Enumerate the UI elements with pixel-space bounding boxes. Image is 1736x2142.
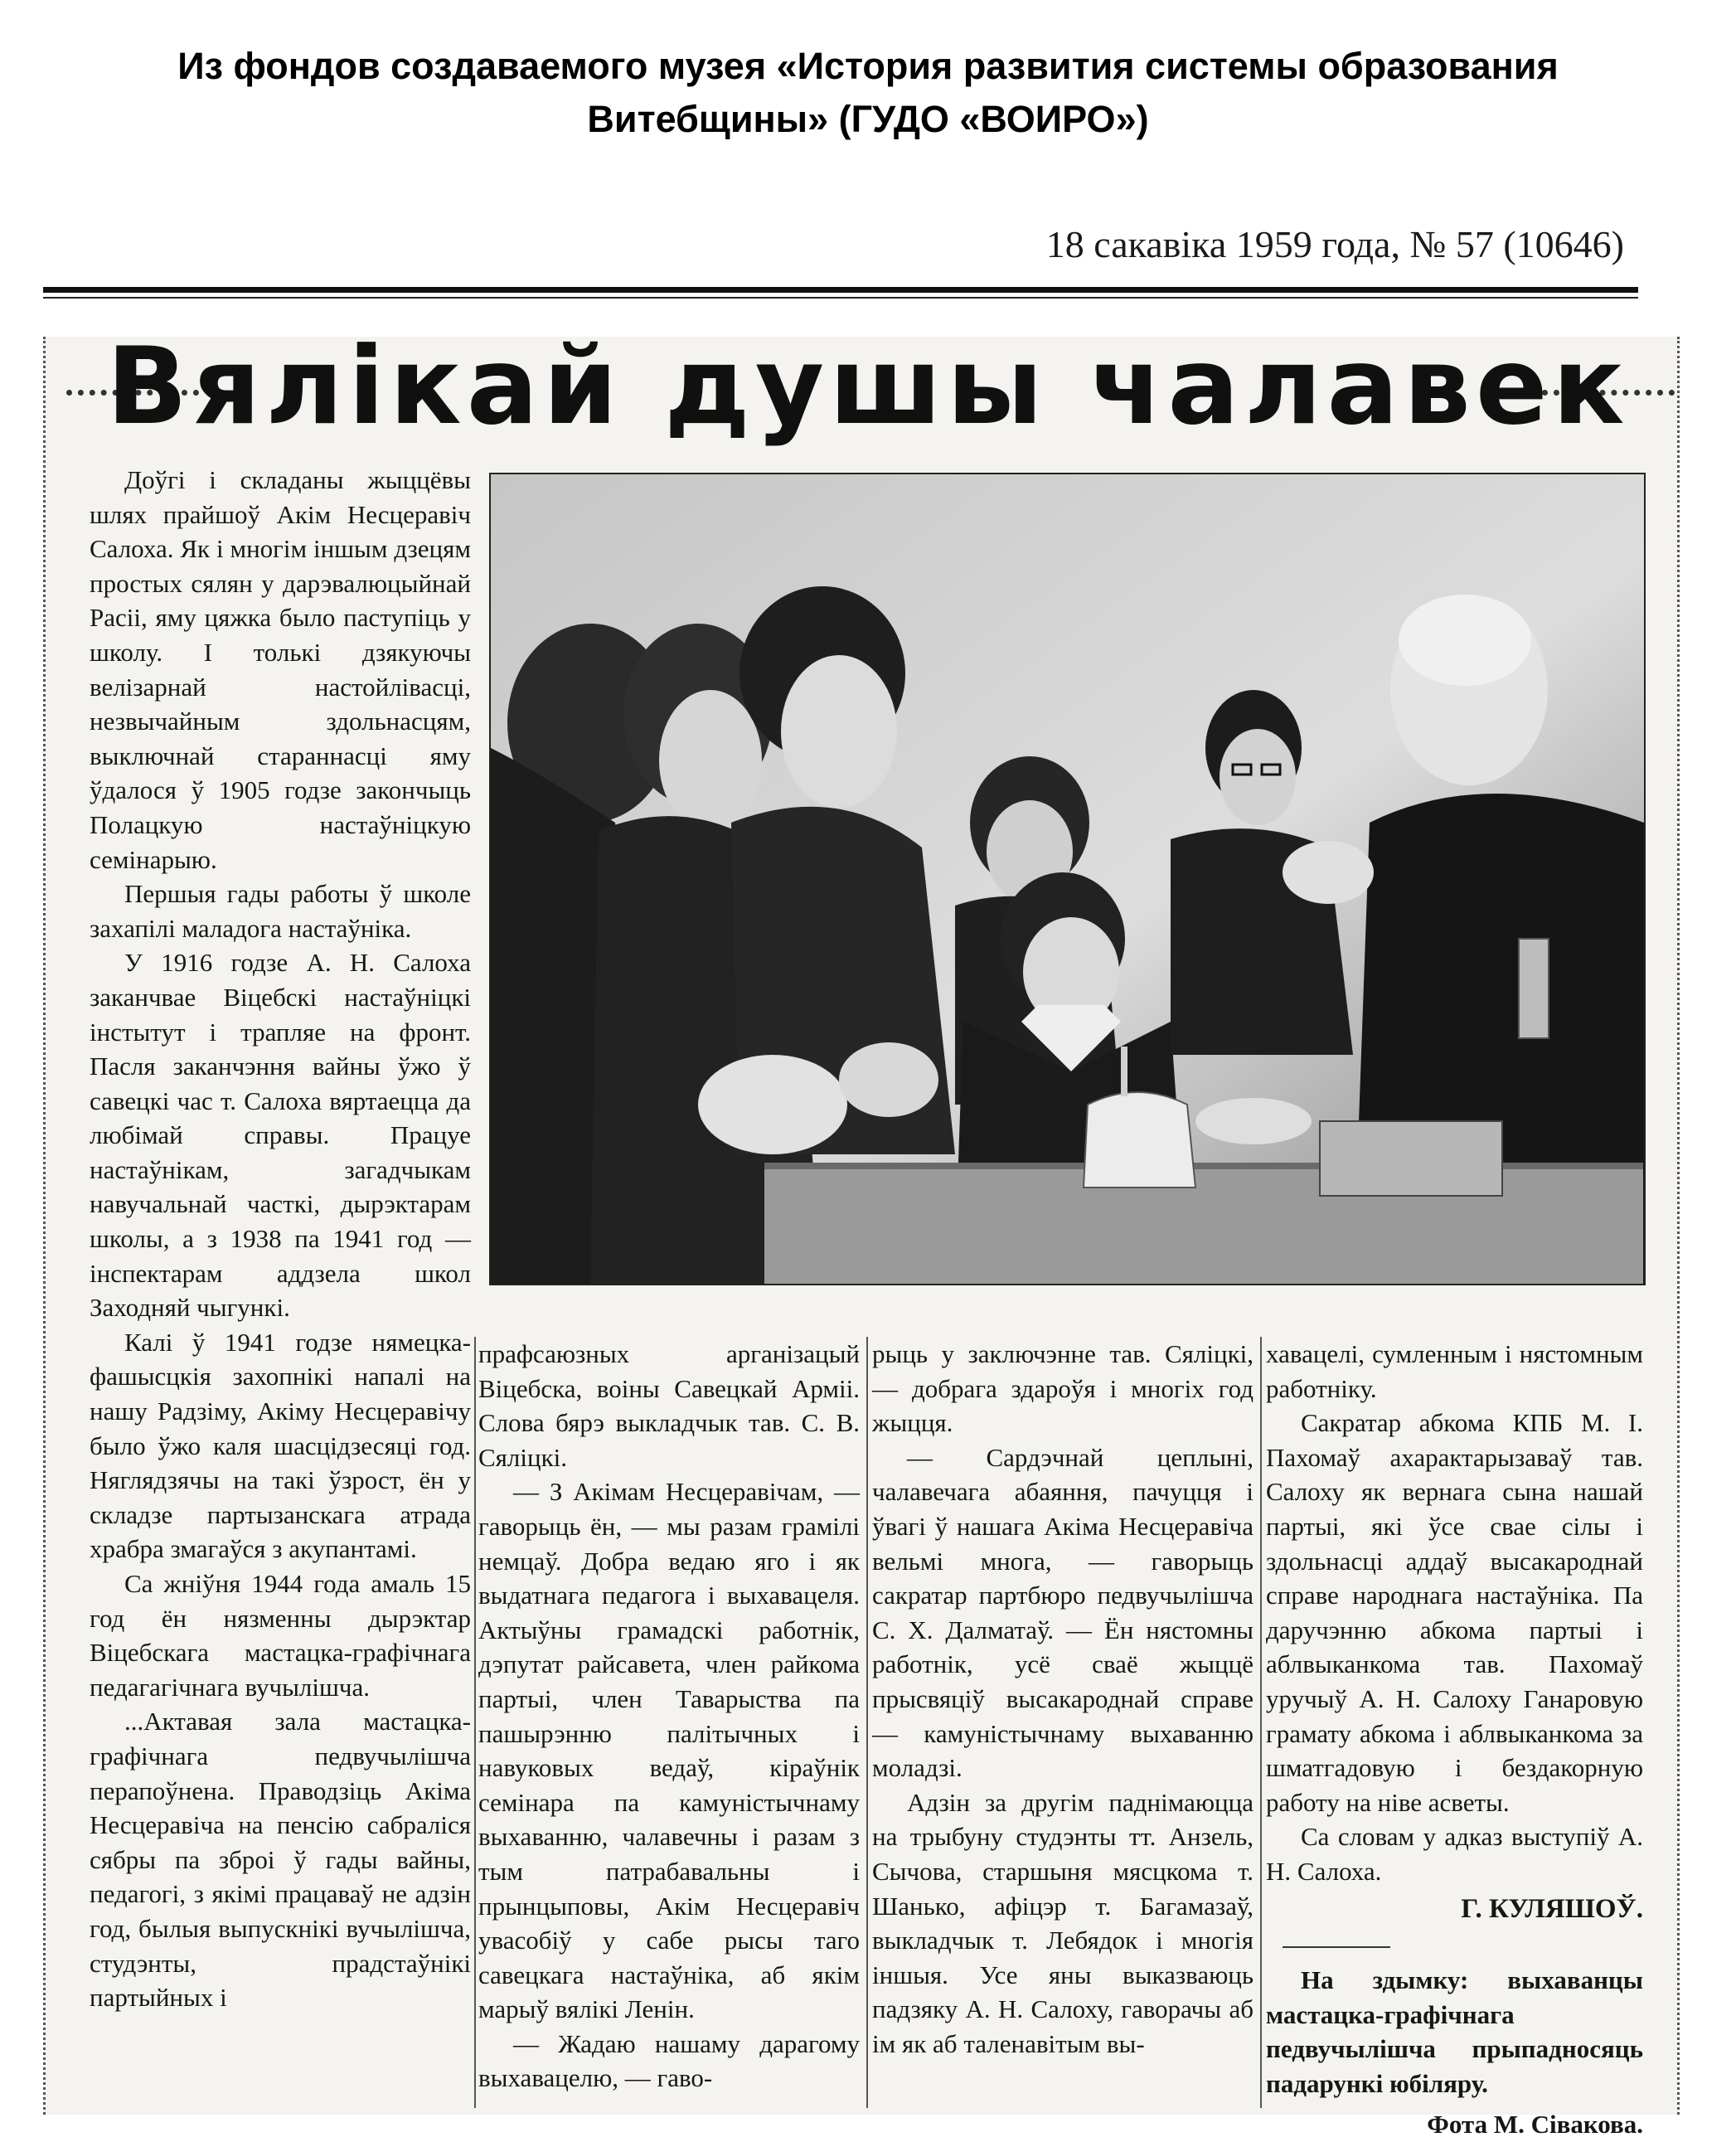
photo-caption: На здымку: выхаванцы мастацка-графічнага педвучылішча прыпадносяць падарункі юбіляру.: [1266, 1965, 1643, 2098]
paragraph: Доўгі і складаны жыццёвы шлях прайшоў Акім Несцеравіч Салоха. Як і многім іншым дзецям простых сялян у дарэвалюцыйнай Расіі, яму цяжка было паступіць у школу. І толькі дзякуючы велізарнай настойлівасці, незвычайным здольнасцям, выключнай стараннасці яму ўдалося ў 1905 годзе закончыць Полацкую настаўніцкую семінарыю.: [90, 465, 471, 874]
paragraph: — Сардэчнай цеплыні, чалавечага абаяння, пачуцця і ўвагі ў нашага Акіма Несцеравіча вельмі многа, — гаворыць сакратар партбюро педвучылішча С. Х. Далматаў. — Ён нястомны работнік, усё сваё жыццё прысвяціў высакароднай справе — камуністычнаму выхаванню моладзі.: [872, 1442, 1254, 1783]
paragraph: Першыя гады работы ў школе захапілі маладога настаўніка.: [90, 879, 471, 943]
masthead-rule-thick: [43, 287, 1638, 293]
column-divider: [1260, 1337, 1262, 2108]
article-headline: Вялікай душы чалавек: [106, 325, 1630, 449]
article-column-4: [1266, 1337, 1643, 2142]
author-signature: Г. КУЛЯШОЎ.: [1461, 1893, 1643, 1924]
paragraph: Адзін за другім паднімаюцца на трыбуну студэнты тт. Анзель, Сычова, старшыня мясцкома т. Шанько, афіцэр т. Багамазаў, выкладчык т. Лебядок і многія іншыя. Усе яны выказваюць падзяку А. Н. Салоху, гаворачы аб ім як аб таленавітым вы-: [872, 1787, 1254, 2058]
article-photo: [489, 473, 1646, 1285]
archive-header-line-2: Витебщины» (ГУДО «ВОИРО»): [587, 98, 1149, 140]
paragraph: прафсаюзных арганізацый Віцебска, воіны Савецкай Арміі. Слова бярэ выкладчык тав. С. В. Сяліцкі.: [478, 1339, 860, 1472]
issue-date-line: 18 сакавіка 1959 года, № 57 (10646): [1045, 223, 1624, 265]
paragraph: Сакратар абкома КПБ М. І. Пахомаў ахарактарызаваў тав. Салоху як вернага сына нашай партыі, які ўсе свае сілы і здольнасці аддаў высакароднай справе народнага настаўніка. Па даручэнню абкома партыі і аблвыканкома тав. Пахомаў уручыў А. Н. Салоху Ганаровую грамату абкома і аблвыканкома за шматгадовую і бездакорную работу на ніве асветы.: [1266, 1408, 1643, 1817]
paragraph: ...Актавая зала мастацка-графічнага педвучылішча перапоўнена. Праводзіць Акіма Несцеравіча на пенсію сабраліся сябры па зброі ў гады вайны, педагогі, з якімі працаваў не адзін год, былыя выпускнікі вучылішча, студэнты, прадстаўнікі партыйных і: [90, 1707, 471, 2013]
archive-header: [0, 40, 1736, 146]
paragraph: хавацелі, сумленным і нястомным работніку.: [1266, 1339, 1643, 1403]
paragraph: Са жніўня 1944 года амаль 15 год ён нязменны дырэктар Віцебскага мастацка-графічнага педагагічнага вучылішча.: [90, 1569, 471, 1702]
article-column-1: [90, 463, 471, 2015]
paragraph: Калі ў 1941 годзе нямецка-фашысцкія захопнікі напалі на нашу Радзіму, Акіму Несцеравічу было ўжо каля шасцідзесяці год. Няглядзячы на такі ўзрост, ён у складзе партызанскага атрада храбра змагаўся з акупантамі.: [90, 1327, 471, 1564]
masthead-rule-thin: [43, 297, 1638, 299]
article-column-3: [872, 1337, 1254, 2061]
paragraph: рыць у заключэнне тав. Сяліцкі, — добрага здароўя і многіх год жыцця.: [872, 1339, 1254, 1438]
article-column-2: [478, 1337, 860, 2096]
photo-credit: Фота М. Сівакова.: [1427, 2110, 1643, 2140]
paragraph: Са словам у адказ выступіў А. Н. Салоха.: [1266, 1822, 1643, 1886]
column-divider: [866, 1337, 868, 2108]
signature-rule: [1283, 1946, 1390, 1948]
newspaper-photo-icon: [491, 474, 1644, 1284]
paragraph: — З Акімам Несцеравічам, — гаворыць ён, — мы разам грамілі немцаў. Добра ведаю яго і як выдатнага педагога і выхавацеля. Актыўны грамадскі работнік, дэпутат райсавета, член райкома партыі, член Таварыства па пашырэнню палітычных і навуковых ведаў, кіраўнік семінара па камуністычнаму выхаванню, чалавечны і разам з тым патрабавальны і прынцыповы, Акім Несцеравіч увасобіў у сабе рысы таго савецкага настаўніка, аб якім марыў вялікі Ленін.: [478, 1477, 860, 2024]
column-divider: [474, 1337, 476, 2108]
paragraph: — Жадаю нашаму дарагому выхавацелю, — гаво-: [478, 2028, 860, 2093]
paragraph: У 1916 годзе А. Н. Салоха заканчвае Віцебскі настаўніцкі інстытут і трапляе на фронт. Пасля заканчэння вайны ўжо ў савецкі час т. Салоха вяртаецца да любімай справы. Працуе настаўнікам, загадчыкам навучальнай часткі, дырэктарам школы, а з 1938 па 1941 год — інспектарам аддзела школ Заходняй чыгункі.: [90, 948, 471, 1323]
archive-header-line-1: Из фондов создаваемого музея «История развития системы образования: [177, 45, 1559, 87]
